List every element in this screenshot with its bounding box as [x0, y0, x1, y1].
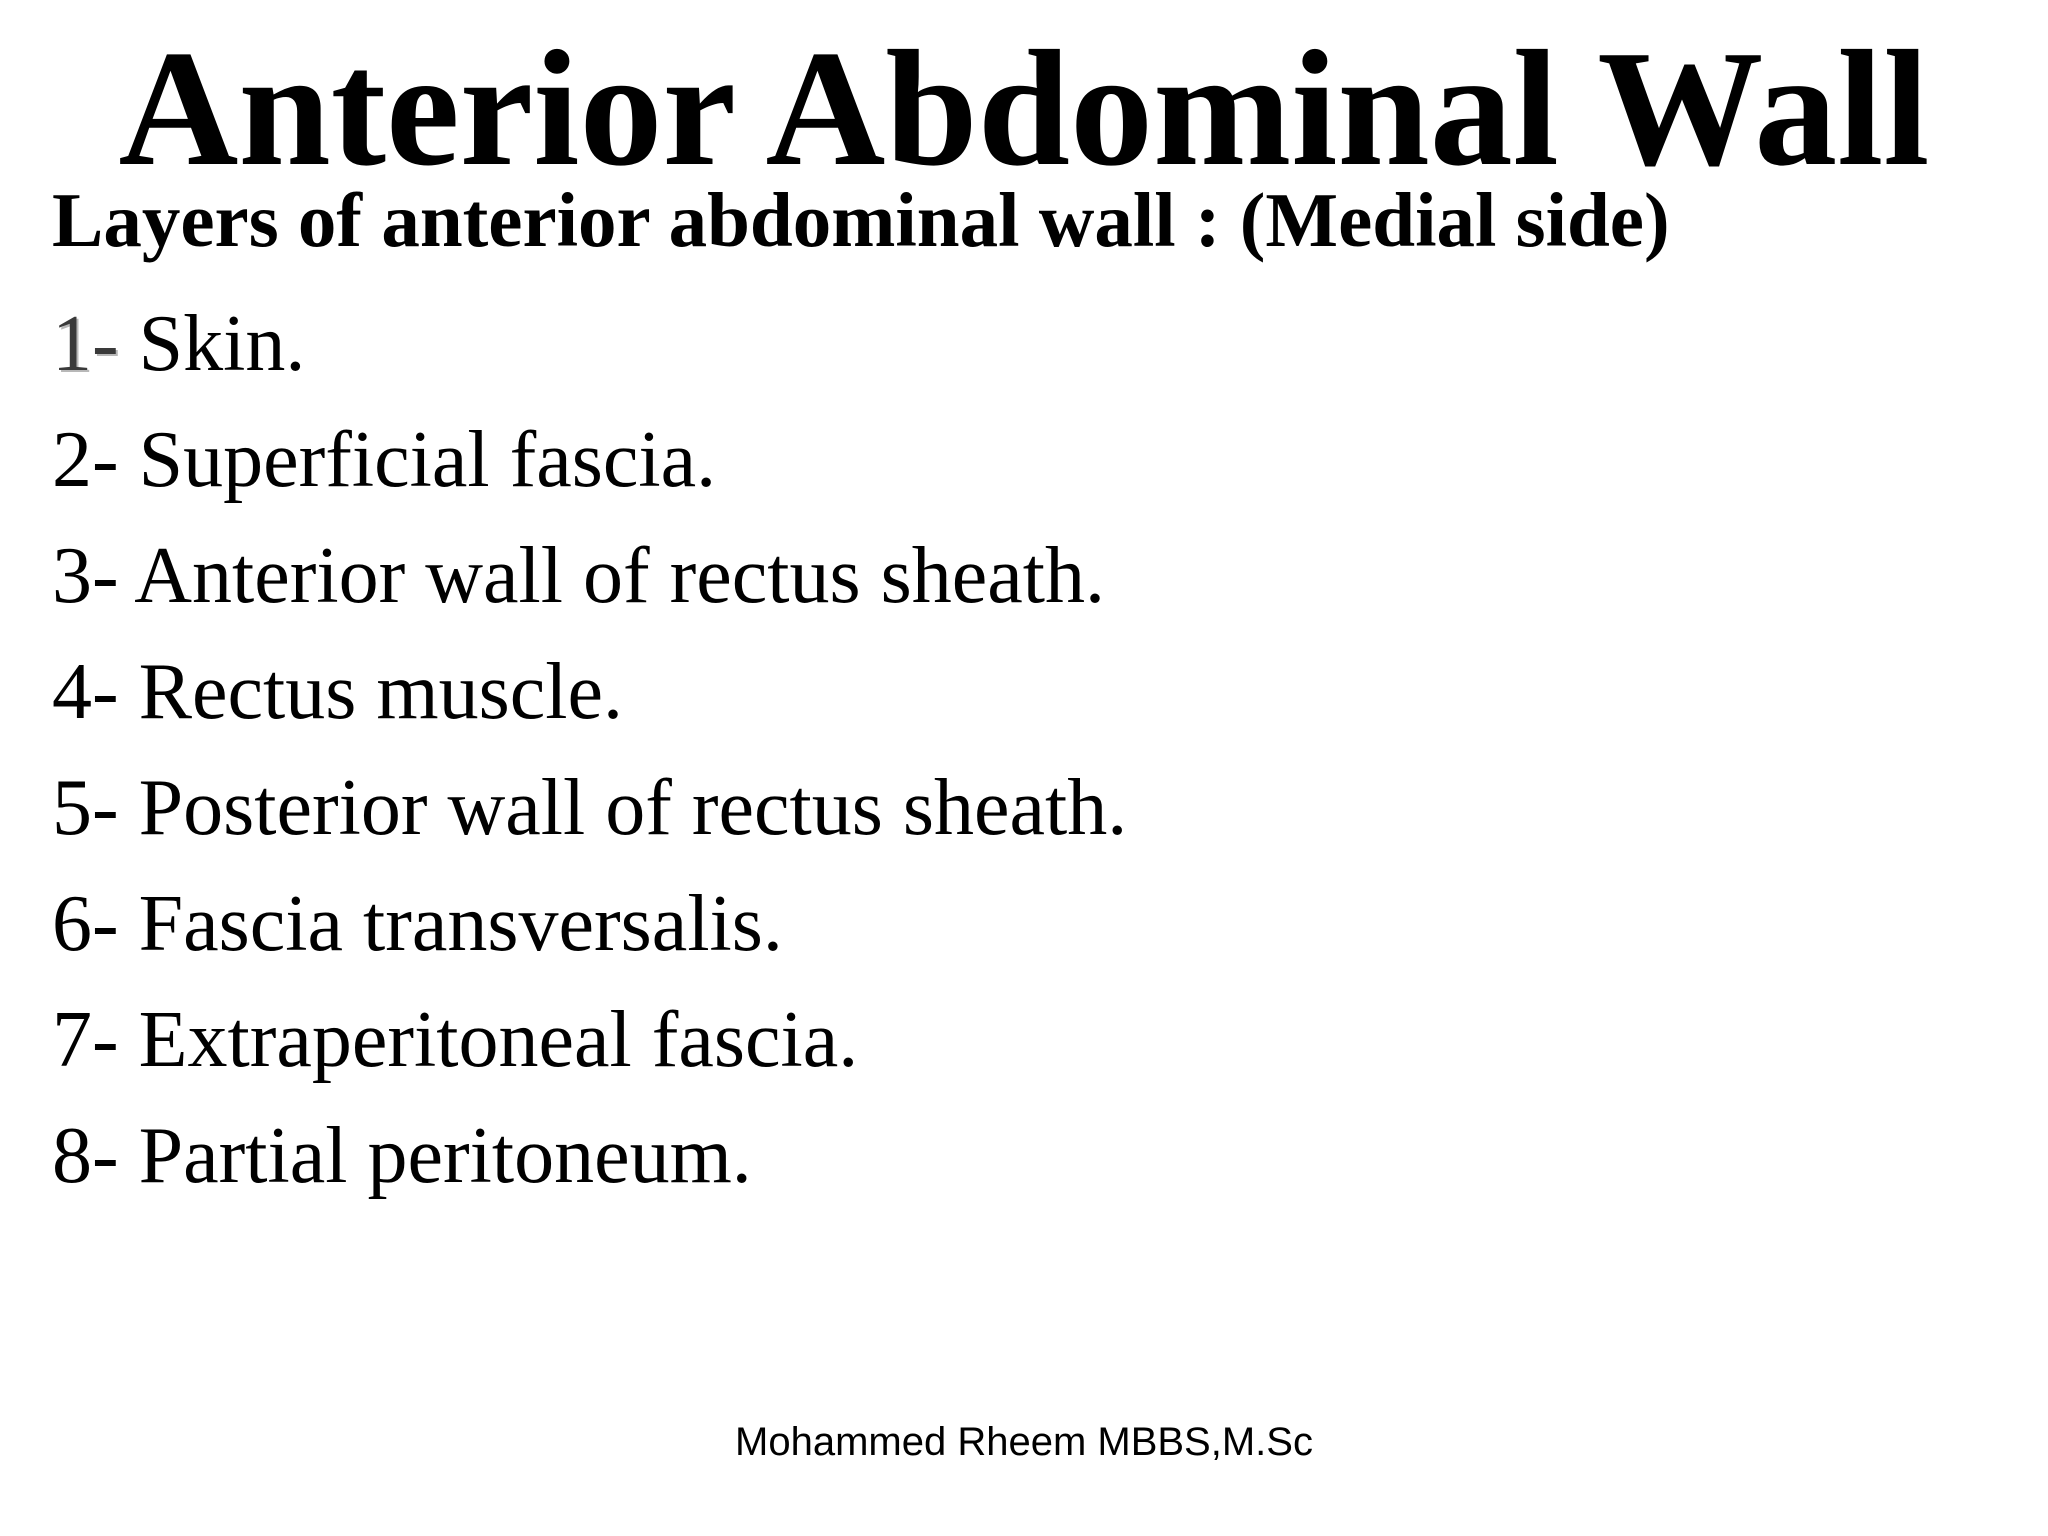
list-item-text: Fascia transversalis. [118, 880, 783, 968]
list-item-number: 3- [52, 532, 119, 620]
footer-credit: Mohammed Rheem MBBS,M.Sc [735, 1420, 1313, 1464]
list-item-number: 8- [52, 1112, 119, 1200]
list-item-text: Skin. [118, 300, 306, 388]
list-item-text: Extraperitoneal fascia. [118, 996, 859, 1084]
list-item-number: 6- [52, 880, 119, 968]
list-item-text: Posterior wall of rectus sheath. [118, 764, 1128, 852]
list-item [52, 286, 1127, 402]
list-item-text: Partial peritoneum. [118, 1112, 752, 1200]
slide-title: Anterior Abdominal Wall [118, 16, 1930, 200]
list-item [52, 1098, 1127, 1214]
list-item-number: 5- [52, 764, 119, 852]
list-item-text: Rectus muscle. [118, 648, 623, 736]
list-item-number: 4- [52, 648, 119, 736]
layer-list [52, 286, 1127, 1214]
list-item-text: Anterior wall of rectus sheath. [118, 532, 1106, 620]
list-item-number: 2- [52, 416, 119, 504]
list-item [52, 982, 1127, 1098]
list-item [52, 518, 1127, 634]
list-item [52, 402, 1127, 518]
list-item [52, 866, 1127, 982]
list-item-number: 7- [52, 996, 119, 1084]
slide-subtitle: Layers of anterior abdominal wall : (Medial side) [52, 177, 1670, 263]
list-item-number: 1- [52, 300, 119, 388]
list-item-text: Superficial fascia. [118, 416, 717, 504]
list-item [52, 634, 1127, 750]
list-item [52, 750, 1127, 866]
